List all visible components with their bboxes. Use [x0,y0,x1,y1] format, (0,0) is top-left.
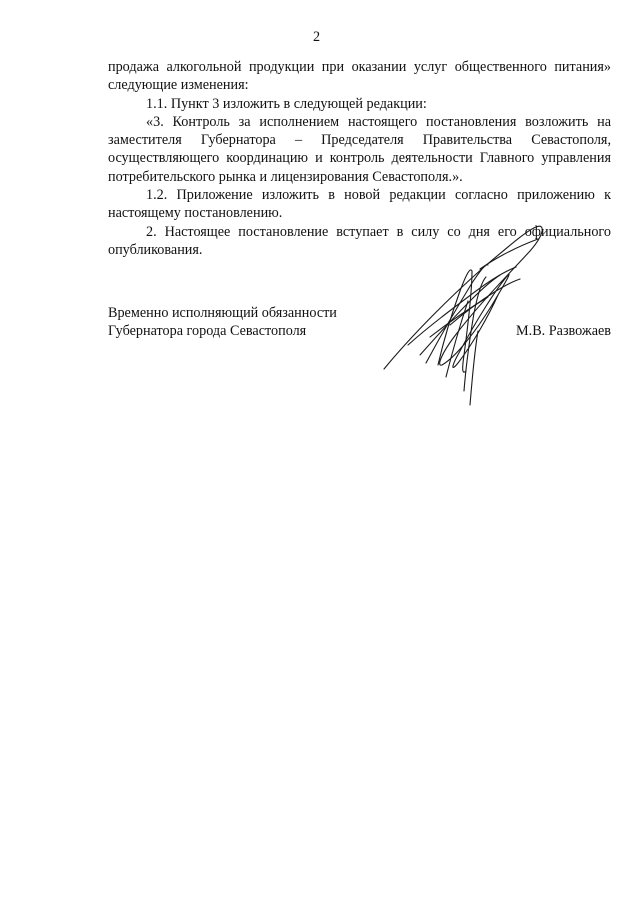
paragraph-item-1-1: 1.1. Пункт 3 изложить в следующей редакции: [146,95,427,112]
signatory-name: М.В. Развожаев [516,323,611,340]
paragraph-item-1-2: 1.2. Приложение изложить в новой редакции согласно приложению к настоящему постановлению. [108,187,611,222]
signatory-position-line-1: Временно исполняющий обязанности [108,305,337,321]
page-number: 2 [312,29,321,45]
paragraph-continuation: продажа алкогольной продукции при оказании услуг общественного питания» следующие изменения: [108,59,611,94]
signatory-position-text: Губернатора города Севастополя [108,323,307,340]
paragraph-item-2: 2. Настоящее постановление вступает в силу со дня его официального опубликования. [108,223,611,258]
handwritten-signature-icon [380,205,560,410]
paragraph-quoted-clause-3: «3. Контроль за исполнением настоящего постановления возложить на заместителя Губернатора – Председателя Правительства Севастополя, осуществляющего координацию и контроль деятельности Главного управления потребительского рынка и лицензирования Севастополя.». [108,113,611,185]
